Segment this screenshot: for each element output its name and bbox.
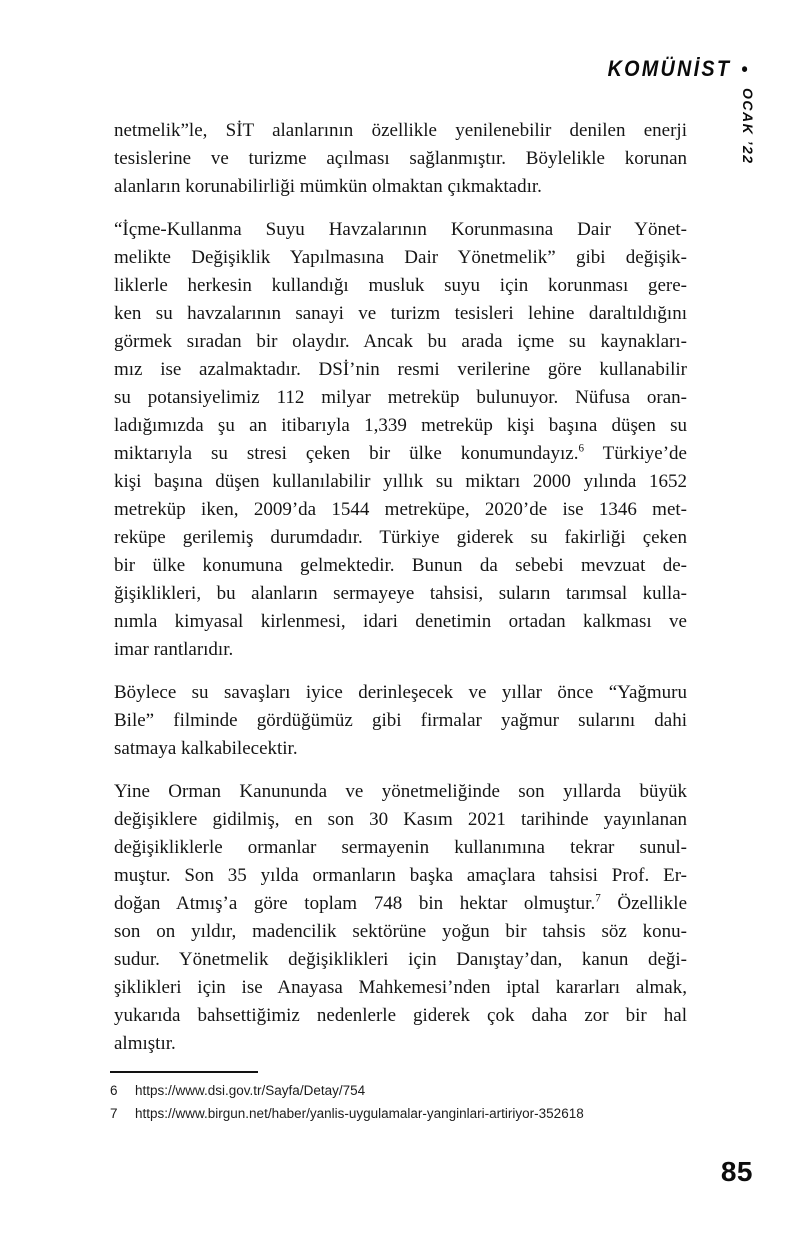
text-line: ken su havzalarının sanayi ve turizm tesisleri lehine daraltıldığını bbox=[114, 303, 687, 324]
page-number: 85 bbox=[720, 1156, 753, 1187]
footnote-item bbox=[110, 1079, 695, 1102]
text-line: Yine Orman Kanununda ve yönetmeliğinde son yıllarda büyük bbox=[114, 781, 687, 802]
footnote-ref-7: 7 bbox=[595, 892, 601, 905]
bullet-icon: • bbox=[741, 58, 748, 81]
text-line: satmaya kalkabilecektir. bbox=[114, 738, 298, 759]
text-line: imar rantlarıdır. bbox=[114, 639, 234, 660]
text-line: alanların korunabilirliği mümkün olmaktan çıkmaktadır. bbox=[114, 176, 542, 197]
text-line: reküpe gerilemiş durumdadır. Türkiye giderek su fakirliği çeken bbox=[114, 527, 687, 548]
footnote-number: 7 bbox=[110, 1106, 118, 1121]
article-body bbox=[114, 117, 687, 1058]
footnote-url-text: https://www.dsi.gov.tr/Sayfa/Detay/754 bbox=[135, 1083, 366, 1098]
text-line: Böylece su savaşları iyice derinleşecek ve yıllar önce “Yağmuru bbox=[114, 682, 687, 703]
text-line: değişiklere gidilmiş, en son 30 Kasım 2021 tarihinde yayınlanan bbox=[114, 809, 687, 830]
text-line: kişi başına düşen kullanılabilir yıllık su miktarı 2000 yılında 1652 bbox=[114, 471, 687, 492]
footnotes-list bbox=[110, 1079, 695, 1125]
text-line: son on yıldır, madencilik sektörüne yoğun bir tahsis söz konu- bbox=[114, 921, 687, 942]
paragraph bbox=[114, 679, 687, 763]
text-line: ğişiklikleri, bu alanların sermayeye tahsisi, suların tarımsal kulla- bbox=[114, 583, 687, 604]
text-line: bir ülke konumuna gelmektedir. Bunun da sebebi mevzuat de- bbox=[114, 555, 687, 576]
text-line: metreküp iken, 2009’da 1544 metreküpe, 2020’de ise 1346 met- bbox=[114, 499, 687, 520]
page-header bbox=[608, 56, 748, 82]
text-line: “İçme-Kullanma Suyu Havzalarının Korunmasına Dair Yönet- bbox=[114, 219, 687, 240]
text-line: ladığımızda şu an itibarıyla 1,339 metreküp kişi başına düşen su bbox=[114, 415, 687, 436]
paragraph bbox=[114, 778, 687, 1058]
footnote-url-text: https://www.birgun.net/haber/yanlis-uygulamalar-yanginlari-artiriyor-352618 bbox=[135, 1106, 584, 1121]
paragraph bbox=[114, 216, 687, 664]
text-line: doğan Atmış’a göre toplam 748 bin hektar olmuştur.$^7$ Özellikle bbox=[114, 892, 688, 914]
text-line: görmek sıradan bir olaydır. Ancak bu arada içme su kaynakları- bbox=[114, 331, 687, 352]
text-line: sudur. Yönetmelik değişiklikleri için Danıştay’dan, kanun deği- bbox=[114, 949, 687, 970]
text-line: tesislerine ve turizme açılması sağlanmıştır. Böylelikle korunan bbox=[114, 148, 687, 169]
footnotes-section bbox=[110, 1071, 695, 1125]
text-line: muştur. Son 35 yılda ormanların başka amaçlara tahsisi Prof. Er- bbox=[114, 865, 687, 886]
text-line: su potansiyelimiz 112 milyar metreküp bulunuyor. Nüfusa oran- bbox=[114, 387, 687, 408]
text-line: değişikliklerle ormanlar sermayenin kullanımına tekrar sunul- bbox=[114, 837, 687, 858]
text-line: almıştır. bbox=[114, 1033, 176, 1054]
journal-title: KOMÜNİST bbox=[607, 56, 732, 81]
paragraph bbox=[114, 117, 687, 201]
text-line: mız ise azalmaktadır. DSİ’nin resmi verilerine göre kullanabilir bbox=[114, 359, 687, 380]
text-line: yukarıda bahsettiğimiz nedenlerle giderek çok daha zor bir hal bbox=[114, 1005, 687, 1026]
text-line: liklerle herkesin kullandığı musluk suyu için korunması gere- bbox=[114, 275, 687, 296]
footnote-number: 6 bbox=[110, 1083, 118, 1098]
text-line: nımla kimyasal kirlenmesi, idari denetimin ortadan kalkması ve bbox=[114, 611, 687, 632]
issue-date-vertical: OCAK ’22 bbox=[740, 88, 756, 165]
footnote-ref-6: 6 bbox=[578, 442, 584, 455]
text-line: miktarıyla su stresi çeken bir ülke konumundayız.$^6$ Türkiye’de bbox=[114, 442, 687, 464]
footnote-item bbox=[110, 1102, 695, 1125]
text-line: Bile” filminde gördüğümüz gibi firmalar yağmur sularını dahi bbox=[114, 710, 687, 731]
text-line: melikte Değişiklik Yapılmasına Dair Yönetmelik” gibi değişik- bbox=[114, 247, 687, 268]
text-line: netmelik”le, SİT alanlarının özellikle yenilenebilir denilen enerji bbox=[114, 120, 687, 141]
footnote-separator-line bbox=[110, 1071, 258, 1073]
text-line: şiklikleri için ise Anayasa Mahkemesi’nden iptal kararları almak, bbox=[114, 977, 687, 998]
